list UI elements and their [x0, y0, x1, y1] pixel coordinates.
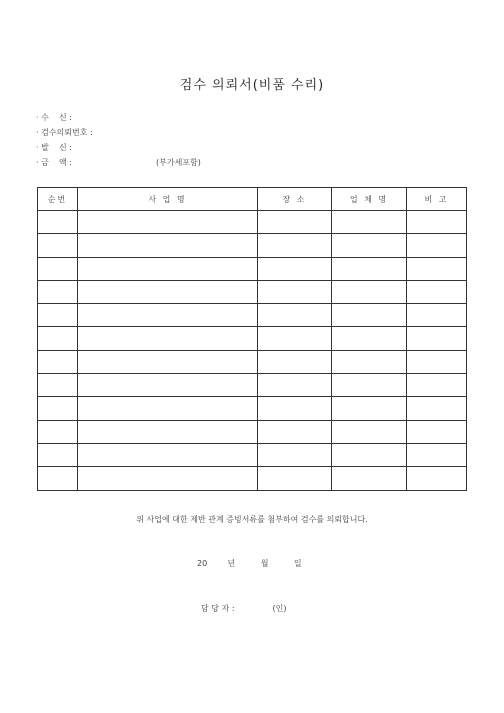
- table-cell: [332, 443, 407, 466]
- table-cell: [407, 350, 467, 373]
- sender-label: · 발 신 :: [36, 143, 72, 152]
- table-body: [38, 211, 467, 491]
- header-seq: 순번: [38, 188, 78, 211]
- table-cell: [78, 467, 258, 490]
- table-cell: [38, 257, 78, 280]
- info-block: [36, 110, 201, 170]
- table-cell: [332, 234, 407, 257]
- table-cell: [38, 211, 78, 234]
- table-row: [38, 443, 467, 466]
- table-cell: [38, 443, 78, 466]
- table-cell: [258, 350, 332, 373]
- table-row: [38, 397, 467, 420]
- month-label: 월: [260, 559, 269, 568]
- recipient-row: [36, 110, 201, 125]
- table-cell: [38, 420, 78, 443]
- table-cell: [38, 374, 78, 397]
- table-header-row: [38, 188, 467, 211]
- table-cell: [407, 467, 467, 490]
- table-cell: [332, 350, 407, 373]
- table-cell: [78, 443, 258, 466]
- table-cell: [38, 350, 78, 373]
- day-label: 일: [293, 559, 302, 568]
- stamp-mark: (인): [272, 604, 287, 613]
- table-row: [38, 211, 467, 234]
- table-cell: [78, 420, 258, 443]
- header-remarks: 비 고: [407, 188, 467, 211]
- header-location: 장 소: [258, 188, 332, 211]
- table-cell: [332, 467, 407, 490]
- table-row: [38, 420, 467, 443]
- table-cell: [258, 257, 332, 280]
- amount-note: (부가세포함): [156, 158, 201, 167]
- document-title: 검수 의뢰서(비품 수리): [179, 78, 325, 93]
- table-row: [38, 304, 467, 327]
- table-cell: [258, 211, 332, 234]
- table-cell: [332, 327, 407, 350]
- table-cell: [258, 234, 332, 257]
- signer-label: 담 당 자 :: [201, 604, 235, 613]
- table-cell: [38, 327, 78, 350]
- header-project: 사 업 명: [78, 188, 258, 211]
- table-row: [38, 234, 467, 257]
- table-cell: [407, 397, 467, 420]
- table-cell: [258, 304, 332, 327]
- request-number-row: [36, 125, 201, 140]
- table-cell: [332, 420, 407, 443]
- table-cell: [258, 443, 332, 466]
- table-cell: [407, 420, 467, 443]
- table-cell: [407, 211, 467, 234]
- table-cell: [407, 443, 467, 466]
- table-row: [38, 327, 467, 350]
- table-cell: [258, 374, 332, 397]
- table-cell: [407, 374, 467, 397]
- table-cell: [38, 234, 78, 257]
- table-row: [38, 374, 467, 397]
- table-cell: [78, 397, 258, 420]
- table-cell: [407, 304, 467, 327]
- table-row: [38, 467, 467, 490]
- table-cell: [407, 257, 467, 280]
- year-label: 년: [227, 559, 236, 568]
- table-cell: [407, 327, 467, 350]
- table-cell: [78, 280, 258, 303]
- signer-line: [201, 603, 287, 614]
- table-cell: [332, 257, 407, 280]
- table-cell: [38, 467, 78, 490]
- request-statement: 위 사업에 대한 제반 관계 증빙서류를 첨부하여 검수를 의뢰합니다.: [136, 515, 368, 524]
- table-cell: [332, 374, 407, 397]
- table-cell: [258, 280, 332, 303]
- table-cell: [78, 304, 258, 327]
- header-company: 업 체 명: [332, 188, 407, 211]
- table-cell: [78, 350, 258, 373]
- table-cell: [78, 234, 258, 257]
- table-cell: [38, 280, 78, 303]
- table-cell: [78, 257, 258, 280]
- request-number-label: · 검수의뢰번호 :: [36, 128, 93, 137]
- table-cell: [407, 234, 467, 257]
- table-cell: [78, 327, 258, 350]
- table-row: [38, 350, 467, 373]
- table-cell: [78, 374, 258, 397]
- table-row: [38, 257, 467, 280]
- table-cell: [258, 467, 332, 490]
- table-cell: [38, 304, 78, 327]
- year-prefix: 20: [197, 559, 208, 568]
- table-cell: [332, 280, 407, 303]
- table-cell: [78, 211, 258, 234]
- table-cell: [38, 397, 78, 420]
- table-cell: [258, 327, 332, 350]
- amount-row: [36, 155, 201, 170]
- recipient-label: · 수 신 :: [36, 113, 72, 122]
- sender-row: [36, 140, 201, 155]
- table-row: [38, 280, 467, 303]
- inspection-table: [37, 187, 467, 491]
- table-cell: [332, 397, 407, 420]
- table-cell: [258, 420, 332, 443]
- amount-label: · 금 액 :: [36, 158, 72, 167]
- table-cell: [407, 280, 467, 303]
- table-cell: [332, 211, 407, 234]
- table-cell: [332, 304, 407, 327]
- date-line: [197, 558, 302, 569]
- table-cell: [258, 397, 332, 420]
